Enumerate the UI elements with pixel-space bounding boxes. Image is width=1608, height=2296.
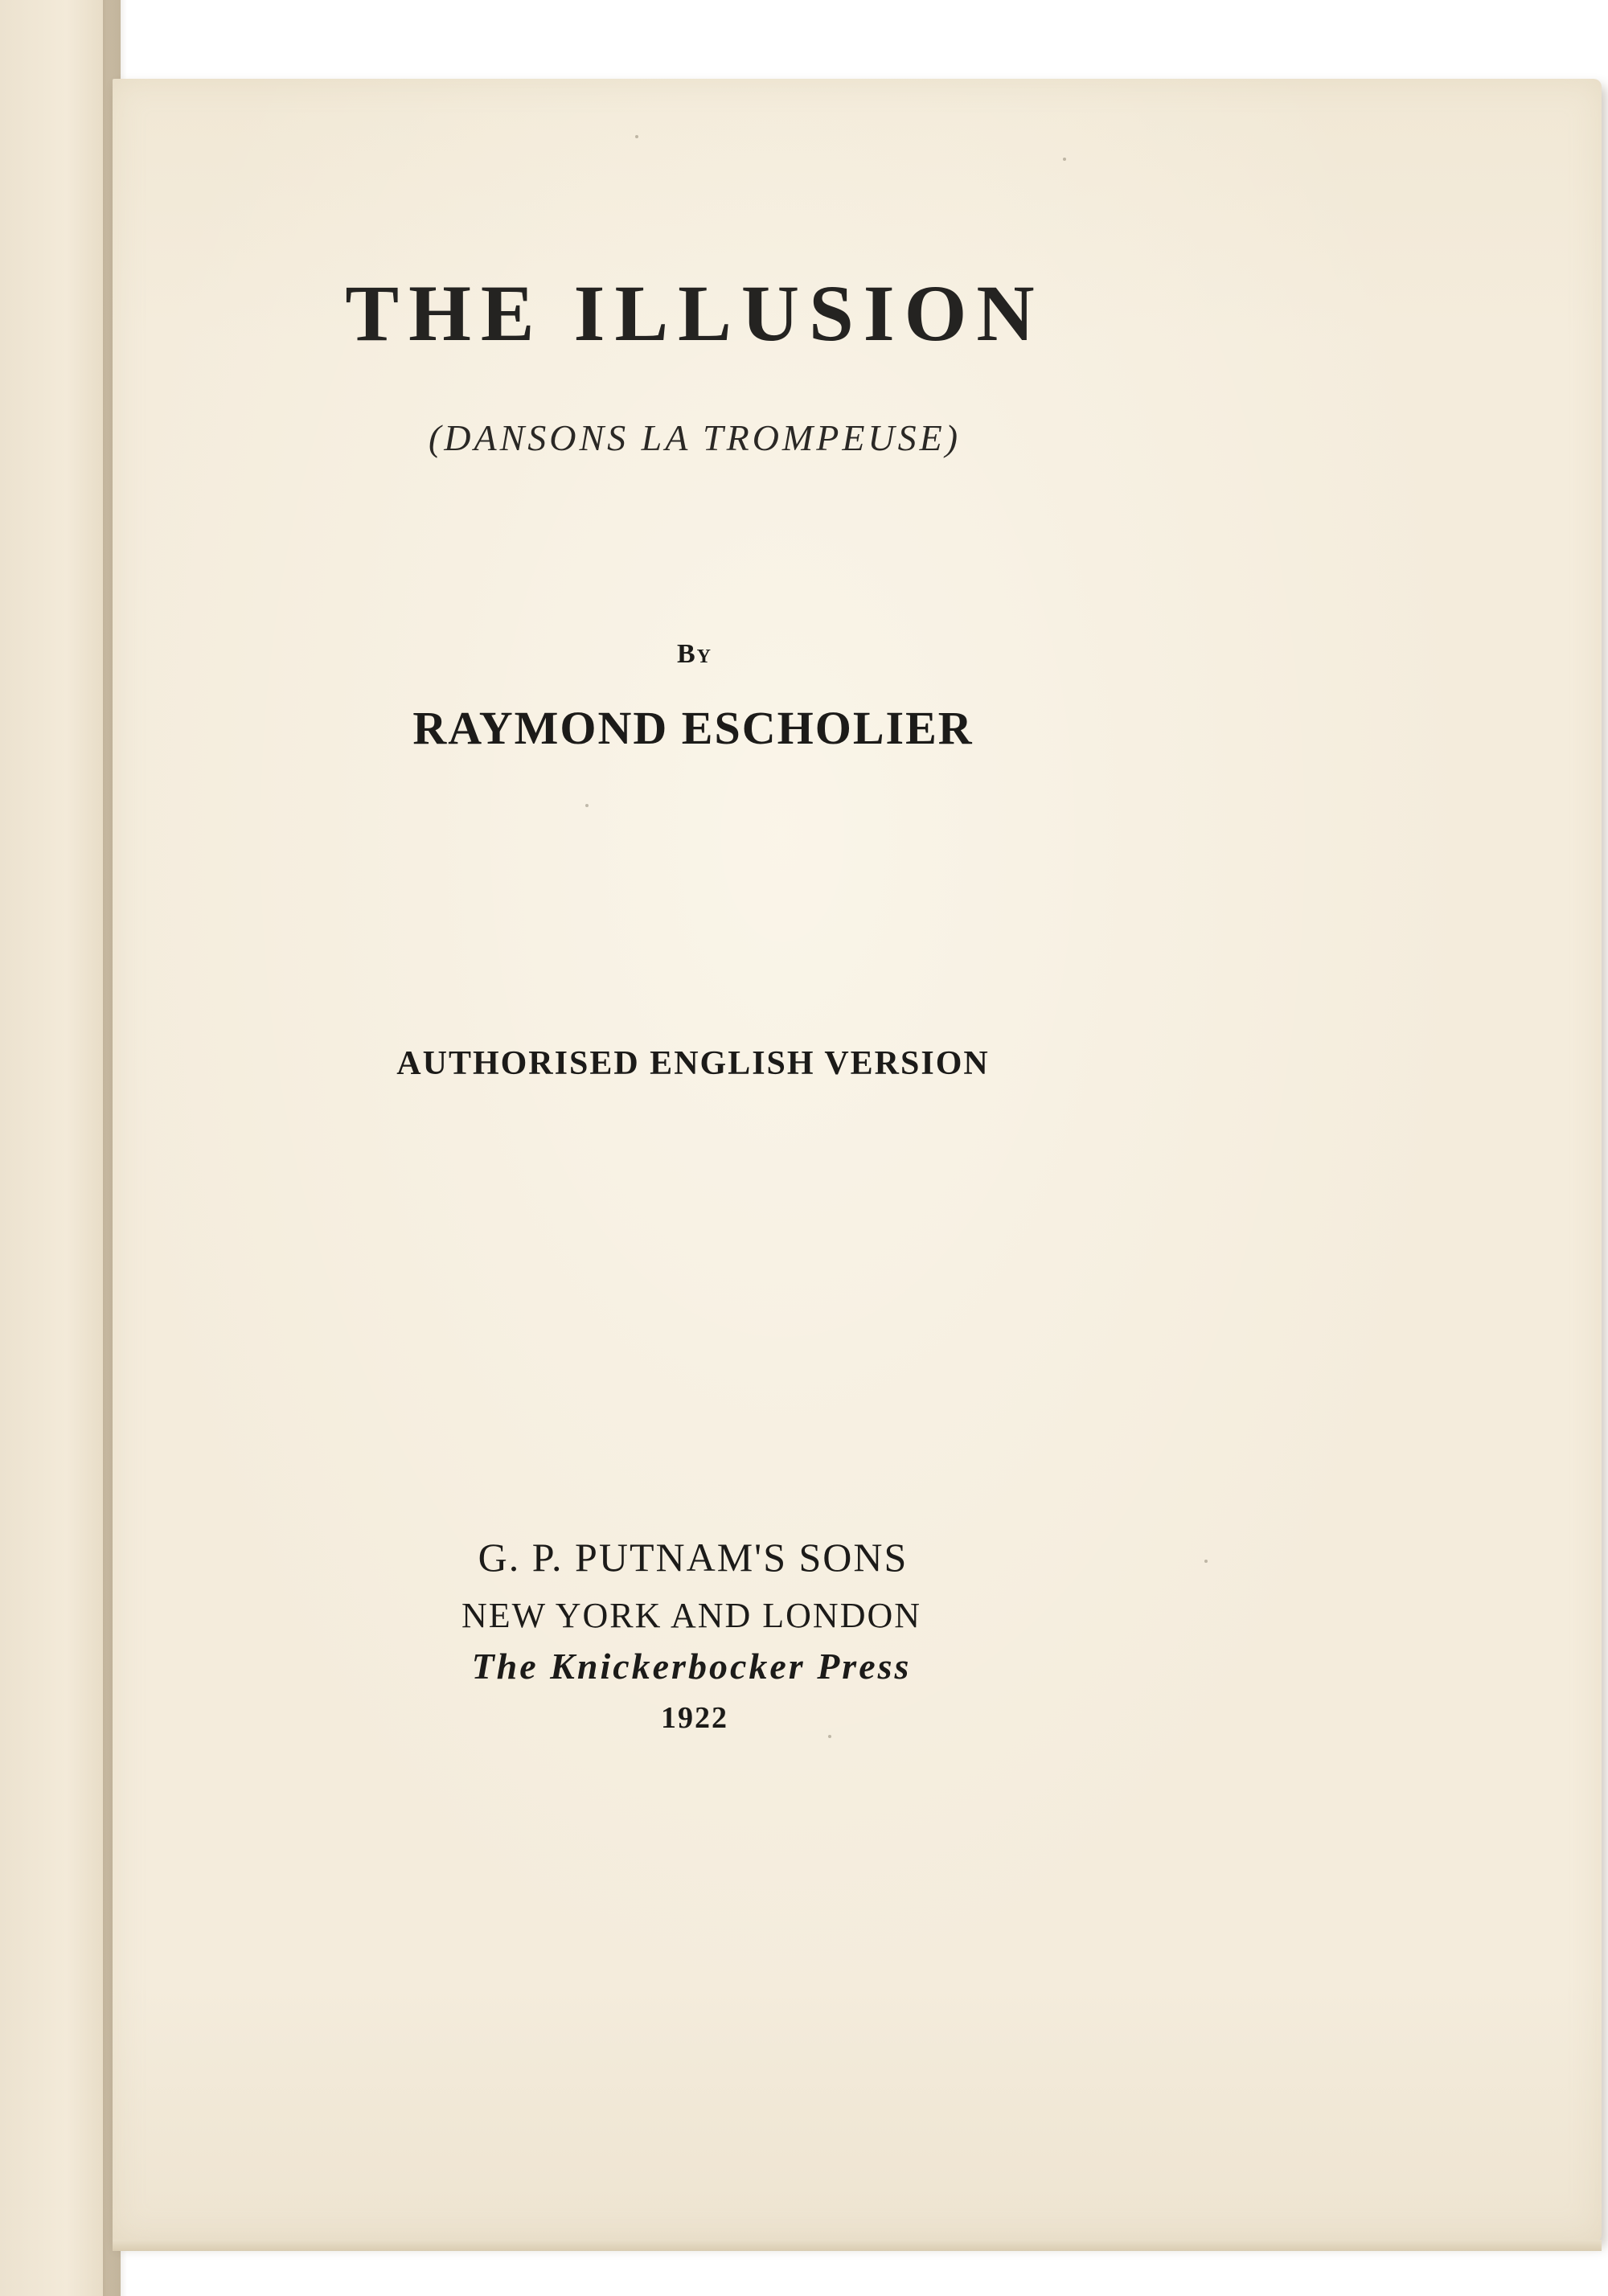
paper-speck: [1204, 1560, 1208, 1563]
version-note: AUTHORISED ENGLISH VERSION: [396, 1045, 990, 1082]
paper-speck: [1063, 158, 1066, 161]
book-subtitle: (DANSONS LA TROMPEUSE): [428, 417, 962, 458]
page-bottom-edge: [113, 2240, 1602, 2251]
press-name: The Knickerbocker Press: [471, 1646, 912, 1687]
publication-place: NEW YORK AND LONDON: [461, 1596, 922, 1635]
title-page: [113, 79, 1602, 2241]
publisher-name: G. P. PUTNAM'S SONS: [478, 1535, 909, 1580]
paper-speck: [585, 804, 589, 807]
publication-year: 1922: [661, 1701, 728, 1735]
by-label: By: [676, 639, 713, 669]
paper-speck: [635, 135, 638, 138]
author-name: RAYMOND ESCHOLIER: [412, 702, 974, 754]
paper-speck: [828, 1735, 831, 1738]
book-title: THE ILLUSION: [345, 269, 1044, 358]
